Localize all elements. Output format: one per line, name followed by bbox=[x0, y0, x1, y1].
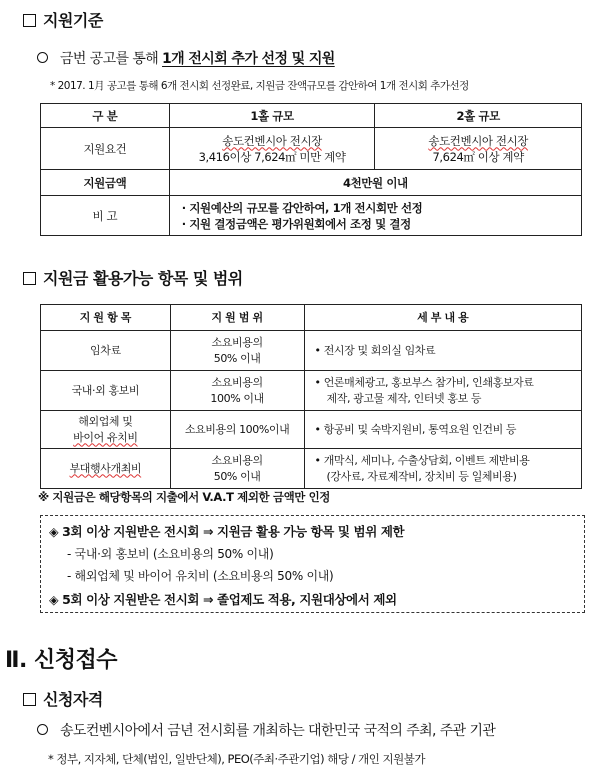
support-lead-paragraph: 금번 공고를 통해 1개 전시회 추가 선정 및 지원 bbox=[37, 48, 335, 68]
table-row bbox=[41, 196, 582, 236]
table-header-cell: 지 원 범 위 bbox=[170, 305, 304, 331]
table-header-cell: 1홀 규모 bbox=[169, 104, 375, 128]
restriction-sub-item: - 해외업체 및 바이어 유치비 (소요비용의 50% 이내) bbox=[67, 569, 334, 583]
section-heading-eligibility: 신청자격 bbox=[23, 687, 103, 710]
circle-bullet-icon bbox=[37, 724, 48, 735]
support-criteria-table bbox=[40, 103, 582, 236]
row-label: 비 고 bbox=[41, 196, 170, 236]
usage-scope-table bbox=[40, 304, 582, 489]
table-cell: 소요비용의 50% 이내 bbox=[170, 449, 304, 489]
support-note: * 2017. 1月 공고를 통해 6개 전시회 선정완료, 지원금 잔액규모를 감안하여 1개 전시회 추가선정 bbox=[50, 80, 469, 92]
table-row bbox=[41, 449, 582, 489]
checkbox-square-icon bbox=[23, 693, 36, 706]
table-cell: 소요비용의 100% 이내 bbox=[170, 371, 304, 411]
table-row bbox=[41, 170, 582, 196]
restriction-notice-box bbox=[40, 515, 585, 613]
table-header-cell: 지 원 항 목 bbox=[41, 305, 171, 331]
table-header-cell: 구 분 bbox=[41, 104, 170, 128]
table-header-cell: 세 부 내 용 bbox=[304, 305, 581, 331]
checkbox-square-icon bbox=[23, 14, 36, 27]
table-cell: 송도컨벤시아 전시장 7,624㎡ 이상 계약 bbox=[375, 128, 582, 170]
table-cell: • 언론매체광고, 홍보부스 참가비, 인쇄홍보자료 제작, 광고물 제작, 인터넷 홍보 등 bbox=[304, 371, 581, 411]
row-label: 임차료 bbox=[41, 331, 171, 371]
table-header-row bbox=[41, 104, 582, 128]
table-cell: • 항공비 및 숙박지원비, 통역요원 인건비 등 bbox=[304, 411, 581, 449]
vat-note: ※ 지원금은 해당항목의 지출에서 V.A.T 제외한 금액만 인정 bbox=[38, 490, 331, 504]
section-heading-usage-scope: 지원금 활용가능 항목 및 범위 bbox=[23, 266, 243, 289]
row-label: 해외업체 및 바이어 유치비 bbox=[41, 411, 171, 449]
table-row bbox=[41, 411, 582, 449]
table-cell: 소요비용의 100%이내 bbox=[170, 411, 304, 449]
restriction-line-5-times: ◈ 5회 이상 지원받은 전시회 ⇒ 졸업제도 적용, 지원대상에서 제외 bbox=[49, 592, 397, 607]
circle-bullet-icon bbox=[37, 52, 48, 63]
table-cell: • 전시장 및 회의실 임차료 bbox=[304, 331, 581, 371]
restriction-sub-item: - 국내·외 홍보비 (소요비용의 50% 이내) bbox=[67, 547, 274, 561]
restriction-line-3-times: ◈ 3회 이상 지원받은 전시회 ⇒ 지원금 활용 가능 항목 및 범위 제한 bbox=[49, 524, 405, 539]
table-header-row bbox=[41, 305, 582, 331]
row-label: 부대행사개최비 bbox=[41, 449, 171, 489]
table-row bbox=[41, 331, 582, 371]
checkbox-square-icon bbox=[23, 272, 36, 285]
table-row bbox=[41, 128, 582, 170]
row-label: 지원금액 bbox=[41, 170, 170, 196]
table-header-cell: 2홀 규모 bbox=[375, 104, 582, 128]
section-heading-support-criteria: 지원기준 bbox=[23, 8, 103, 31]
table-cell: 송도컨벤시아 전시장 3,416이상 7,624㎡ 미만 계약 bbox=[169, 128, 375, 170]
table-cell: · 지원예산의 규모를 감안하여, 1개 전시회만 선정 · 지원 결정금액은 평가위원회에서 조정 및 결정 bbox=[169, 196, 581, 236]
table-row bbox=[41, 371, 582, 411]
eligibility-note: * 정부, 지자체, 단체(법인, 일반단체), PEO(주최·주관기업) 해당 / 개인 지원불가 bbox=[48, 752, 425, 766]
row-label: 국내·외 홍보비 bbox=[41, 371, 171, 411]
table-cell: 소요비용의 50% 이내 bbox=[170, 331, 304, 371]
eligibility-lead-paragraph: 송도컨벤시아에서 금년 전시회를 개최하는 대한민국 국적의 주최, 주관 기관 bbox=[37, 720, 495, 740]
table-cell: 4천만원 이내 bbox=[169, 170, 581, 196]
table-cell: • 개막식, 세미나, 수출상담회, 이벤트 제반비용 (강사료, 자료제작비, 장치비 등 일체비용) bbox=[304, 449, 581, 489]
emphasized-text: 1개 전시회 추가 선정 및 지원 bbox=[162, 51, 335, 67]
row-label: 지원요건 bbox=[41, 128, 170, 170]
chapter-heading-application: Ⅱ. 신청접수 bbox=[5, 648, 118, 673]
